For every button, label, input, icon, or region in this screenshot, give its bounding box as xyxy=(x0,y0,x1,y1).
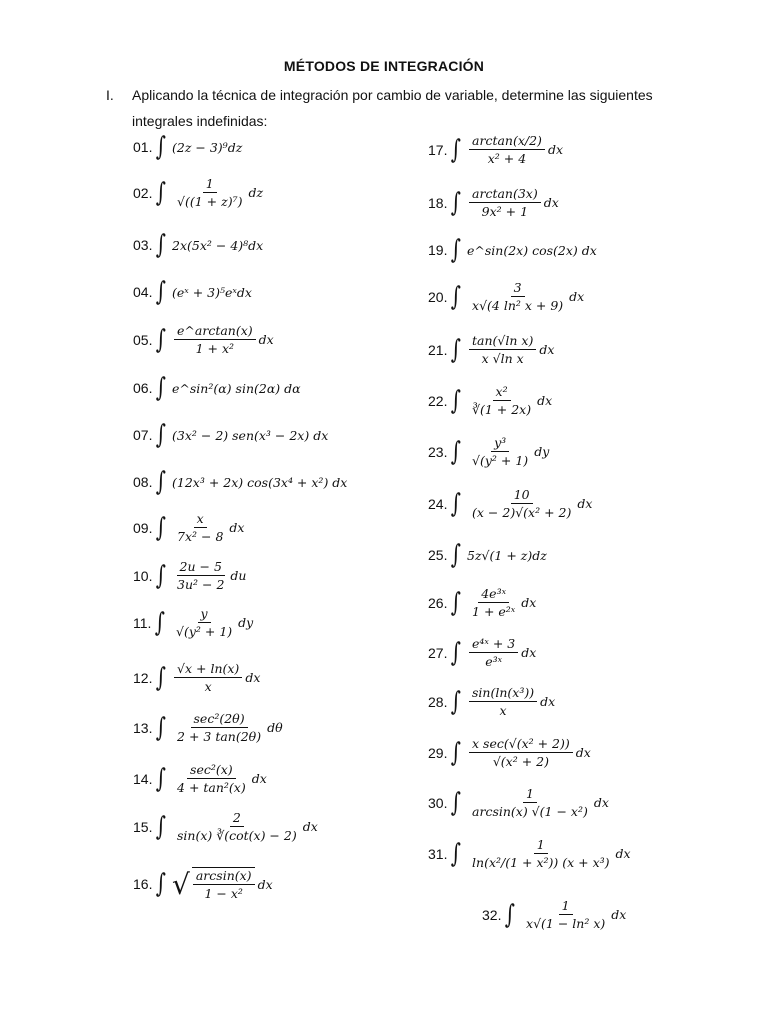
exercise-18: 18. ∫ $\frac{\arctan(3x)}{\text{9x² + 1}}$ dx xyxy=(428,186,559,219)
integral-sign: ∫ xyxy=(451,637,462,668)
integral-sign: ∫ xyxy=(451,334,462,365)
integral-sign: ∫ xyxy=(156,467,167,497)
exercise-19: 19. ∫ e^sin(2x) cos(2x) dx xyxy=(428,235,597,265)
exercise-06: 06. ∫ e^sin²(α) sin(2α) dα xyxy=(133,373,301,403)
integral-sign: ∫ xyxy=(156,132,167,162)
fraction: $\frac{\text{x²}}{∛(1 + 2x)}$ xyxy=(472,384,532,417)
integral-sign: ∫ xyxy=(156,420,167,450)
fraction: $\frac{√x + \ln(x)}{x}$ xyxy=(174,661,242,694)
fraction: $\frac{1}{\text{√((1 + z)⁷)}}$ xyxy=(177,176,243,209)
fraction: $\frac{\text{sin(ln(x³))}}{x}$ xyxy=(469,685,537,718)
integral-sign: ∫ xyxy=(505,899,516,930)
exercise-31: 31. ∫ $\frac{1}{\text{ln(x²/(1 + x²)) (x + x³)}}$ dx xyxy=(428,837,631,870)
exercise-17: 17. ∫ $\frac{\arctan(x/2)}{\text{x² + 4}}$ dx xyxy=(428,133,563,166)
integral-sign: ∫ xyxy=(156,763,167,794)
integrand: (3x² − 2) sen(x³ − 2x) dx xyxy=(172,427,329,443)
fraction: $\frac{y}{\text{√(y² + 1)}}$ xyxy=(175,606,233,639)
integral-sign: ∫ xyxy=(156,560,167,591)
integral-sign: ∫ xyxy=(451,235,462,265)
exercise-05: 05. ∫ $\frac{e\^{}\arctan(x)}{\text{1 + x²}}$ dx xyxy=(133,323,274,356)
exercise-23: 23. ∫ $\frac{\text{y³}}{\text{√(y² + 1)}}$ dy xyxy=(428,435,550,468)
integral-sign: ∫ xyxy=(156,324,167,355)
integral-sign: ∫ xyxy=(451,737,462,768)
integrand: (12x³ + 2x) cos(3x⁴ + x²) dx xyxy=(172,474,348,490)
exercise-08: 08. ∫ (12x³ + 2x) cos(3x⁴ + x²) dx xyxy=(133,467,348,497)
integral-sign: ∫ xyxy=(451,686,462,717)
integral-sign: ∫ xyxy=(451,436,462,467)
page-title: MÉTODOS DE INTEGRACIÓN xyxy=(283,58,485,74)
fraction: $\frac{2u - 5}{\text{3u² − 2}}$ xyxy=(177,559,225,592)
fraction: $\frac{\text{sec²(x)}}{\text{4 + tan²(x)}}$ xyxy=(177,762,246,795)
integral-sign: ∫ xyxy=(156,662,167,693)
integral-sign: ∫ xyxy=(451,787,462,818)
exercise-13: 13. ∫ $\frac{\text{sec²(2θ)}}{2 + 3 \tan(2\theta)}$ dθ xyxy=(133,711,283,744)
integral-sign: ∫ xyxy=(156,512,167,543)
sqrt-sign: √ xyxy=(172,867,190,901)
fraction: $\frac{\text{4e³ˣ}}{\text{1 + e²ˣ}}$ xyxy=(472,586,516,619)
fraction: $\frac{\text{e⁴ˣ + 3}}{\text{e³ˣ}}$ xyxy=(469,636,518,669)
fraction: $\frac{2}{\sin(x) ∛(\cot(x) - 2)}$ xyxy=(177,810,297,843)
fraction: $\frac{\arctan(3x)}{\text{9x² + 1}}$ xyxy=(469,186,541,219)
section-text: Aplicando la técnica de integración por cambio de variable, determine las siguientes integrales indefinidas: xyxy=(132,87,653,129)
integral-sign: ∫ xyxy=(451,281,462,312)
exercise-02: 02. ∫ $\frac{1}{\text{√((1 + z)⁷)}}$ dz xyxy=(133,176,264,209)
integral-sign: ∫ xyxy=(156,277,167,307)
integral-sign: ∫ xyxy=(451,134,462,165)
integrand: e^sin²(α) sin(2α) dα xyxy=(172,380,301,396)
fraction: $\frac{\arctan(x/2)}{\text{x² + 4}}$ xyxy=(469,133,545,166)
exercise-26: 26. ∫ $\frac{\text{4e³ˣ}}{\text{1 + e²ˣ}}$ dx xyxy=(428,586,537,619)
fraction: $\frac{1}{\text{arcsin(x) √(1 − x²)}}$ xyxy=(472,786,588,819)
exercise-10: 10. ∫ $\frac{2u - 5}{\text{3u² − 2}}$ du xyxy=(133,559,247,592)
exercise-09: 09. ∫ $\frac{x}{\text{7x² − 8}}$ dx xyxy=(133,511,245,544)
exercise-24: 24. ∫ $\frac{10}{\text{(x − 2)√(x² + 2)}}$ dx xyxy=(428,487,593,520)
exercise-20: 20. ∫ $\frac{3}{\text{x√(4 ln² x + 9)}}$ dx xyxy=(428,280,585,313)
integral-sign: ∫ xyxy=(156,373,167,403)
fraction: $\frac{3}{\text{x√(4 ln² x + 9)}}$ xyxy=(472,280,564,313)
integral-sign: ∫ xyxy=(156,811,167,842)
integral-sign: ∫ xyxy=(156,869,167,899)
integrand: 5z√(1 + z)dz xyxy=(467,547,547,563)
fraction: $\frac{x}{\text{7x² − 8}}$ xyxy=(177,511,224,544)
fraction: $\frac{1}{\text{ln(x²/(1 + x²)) (x + x³)}}$ xyxy=(472,837,610,870)
exercise-11: 11. ∫ $\frac{y}{\text{√(y² + 1)}}$ dy xyxy=(133,606,254,639)
integral-sign: ∫ xyxy=(451,838,462,869)
integral-sign: ∫ xyxy=(156,230,167,260)
fraction: $\frac{10}{\text{(x − 2)√(x² + 2)}}$ xyxy=(472,487,572,520)
integral-sign: ∫ xyxy=(451,488,462,519)
exercise-22: 22. ∫ $\frac{\text{x²}}{∛(1 + 2x)}$ dx xyxy=(428,384,553,417)
fraction: $\frac{\text{tan(√ln x)}}{\text{x √ln x}}$ xyxy=(469,333,536,366)
exercise-03: 03. ∫ 2x(5x² − 4)⁸dx xyxy=(133,230,264,260)
integral-sign: ∫ xyxy=(451,187,462,218)
exercise-25: 25. ∫ 5z√(1 + z)dz xyxy=(428,540,547,570)
exercise-29: 29. ∫ $\frac{\text{x sec(√(x² + 2))}}{\text{√(x² + 2)}}$ dx xyxy=(428,736,591,769)
integral-sign: ∫ xyxy=(451,385,462,416)
integrand: 2x(5x² − 4)⁸dx xyxy=(172,237,264,253)
exercise-07: 07. ∫ (3x² − 2) sen(x³ − 2x) dx xyxy=(133,420,329,450)
integral-sign: ∫ xyxy=(451,540,462,570)
fraction: $\frac{e\^{}\arctan(x)}{\text{1 + x²}}$ xyxy=(174,323,256,356)
integrand: (2z − 3)⁹dz xyxy=(172,139,243,155)
section-number: I. xyxy=(106,87,114,103)
exercise-32: 32. ∫ $\frac{1}{\text{x√(1 − ln² x)}}$ dx xyxy=(482,898,627,931)
exercise-04: 04. ∫ (eˣ + 3)⁵eˣdx xyxy=(133,277,252,307)
integral-sign: ∫ xyxy=(451,587,462,618)
exercise-15: 15. ∫ $\frac{2}{\sin(x) ∛(\cot(x) - 2)}$ dx xyxy=(133,810,318,843)
integrand: e^sin(2x) cos(2x) dx xyxy=(467,242,597,258)
fraction: $\frac{\text{x sec(√(x² + 2))}}{\text{√(x² + 2)}}$ xyxy=(469,736,573,769)
exercise-12: 12. ∫ $\frac{√x + \ln(x)}{x}$ dx xyxy=(133,661,261,694)
fraction: $\frac{\text{y³}}{\text{√(y² + 1)}}$ xyxy=(472,435,529,468)
integrand: (eˣ + 3)⁵eˣdx xyxy=(172,284,252,300)
fraction: $\frac{\arcsin(x)}{\text{1 − x²}}$ xyxy=(192,867,255,901)
exercise-30: 30. ∫ $\frac{1}{\text{arcsin(x) √(1 − x²)}}$ dx xyxy=(428,786,609,819)
integral-sign: ∫ xyxy=(156,712,167,743)
integral-sign: ∫ xyxy=(156,177,167,208)
exercise-14: 14. ∫ $\frac{\text{sec²(x)}}{\text{4 + tan²(x)}}$ dx xyxy=(133,762,267,795)
section-instruction xyxy=(106,82,666,134)
fraction: $\frac{1}{\text{x√(1 − ln² x)}}$ xyxy=(526,898,606,931)
exercise-27: 27. ∫ $\frac{\text{e⁴ˣ + 3}}{\text{e³ˣ}}$ dx xyxy=(428,636,537,669)
fraction: $\frac{\text{sec²(2θ)}}{2 + 3 \tan(2\theta)}$ xyxy=(177,711,262,744)
exercise-16: 16. ∫ √ $\frac{\arcsin(x)}{\text{1 − x²}}$ dx xyxy=(133,867,273,901)
exercise-28: 28. ∫ $\frac{\text{sin(ln(x³))}}{x}$ dx xyxy=(428,685,556,718)
integral-sign: ∫ xyxy=(155,607,166,638)
exercise-21: 21. ∫ $\frac{\text{tan(√ln x)}}{\text{x √ln x}}$ dx xyxy=(428,333,555,366)
exercise-01: 01. ∫ (2z − 3)⁹dz xyxy=(133,132,243,162)
